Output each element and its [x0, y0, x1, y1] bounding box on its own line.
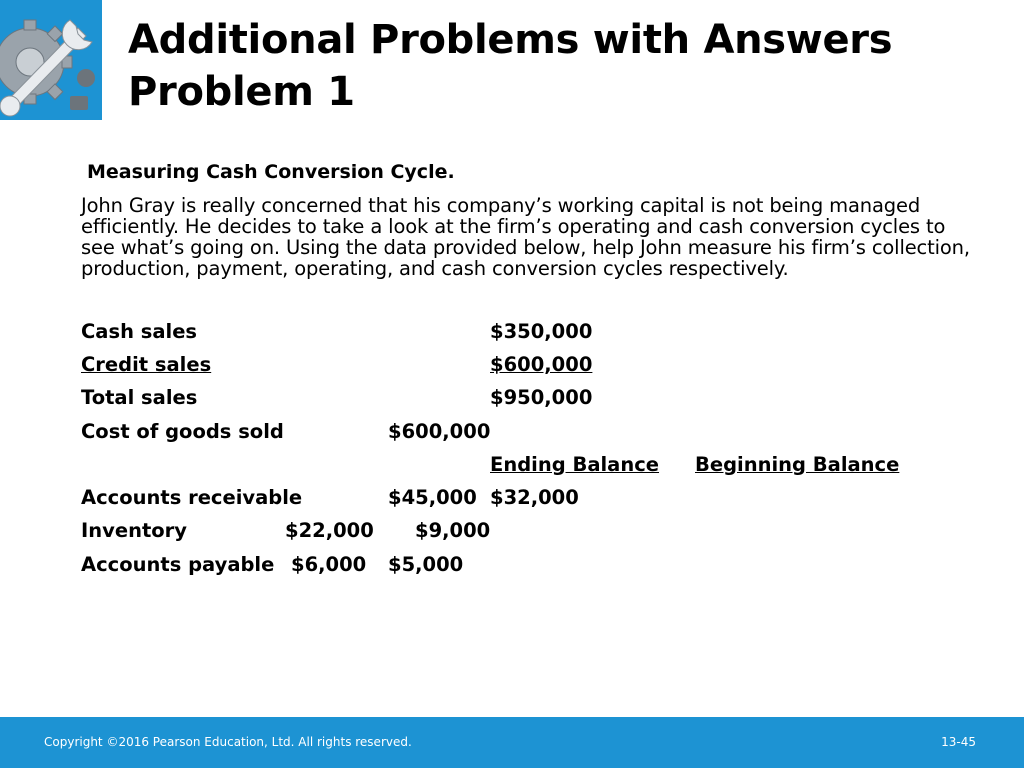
problem-heading: Measuring Cash Conversion Cycle. [87, 161, 455, 183]
footer-bar [0, 717, 1024, 768]
accounts-payable-beginning: $5,000 [388, 553, 464, 576]
total-sales-label: Total sales [81, 386, 198, 409]
accounts-receivable-label: Accounts receivable [81, 486, 303, 509]
credit-sales-label: Credit sales [81, 353, 212, 376]
accounts-receivable-ending: $45,000 [388, 486, 477, 509]
slide-title-line2: Problem 1 [128, 69, 355, 115]
slide-title-line1: Additional Problems with Answers [128, 17, 893, 63]
inventory-ending: $22,000 [285, 519, 374, 542]
total-sales-value: $950,000 [490, 386, 593, 409]
page-number: 13-45 [941, 735, 976, 749]
credit-sales-value: $600,000 [490, 353, 593, 376]
cogs-value: $600,000 [388, 420, 491, 443]
inventory-label: Inventory [81, 519, 188, 542]
cash-sales-value: $350,000 [490, 320, 593, 343]
cogs-label: Cost of goods sold [81, 420, 284, 443]
beginning-balance-header: Beginning Balance [695, 453, 900, 476]
copyright-text: Copyright ©2016 Pearson Education, Ltd. All rights reserved. [44, 735, 412, 749]
inventory-beginning: $9,000 [415, 519, 491, 542]
accounts-payable-label: Accounts payable [81, 553, 275, 576]
wrench-gear-icon [0, 0, 102, 120]
problem-description: John Gray is really concerned that his company’s working capital is not being managed efficiently. He decides to take a look at the firm’s operating and cash conversion cycles to see what’s going on. Using the data provided below, help John measure his firm’s collection, production, payment, operating, and cash conversion cycles respectively. [81, 194, 970, 280]
ending-balance-header: Ending Balance [490, 453, 660, 476]
cash-sales-label: Cash sales [81, 320, 198, 343]
accounts-receivable-beginning: $32,000 [490, 486, 579, 509]
accounts-payable-ending: $6,000 [291, 553, 367, 576]
